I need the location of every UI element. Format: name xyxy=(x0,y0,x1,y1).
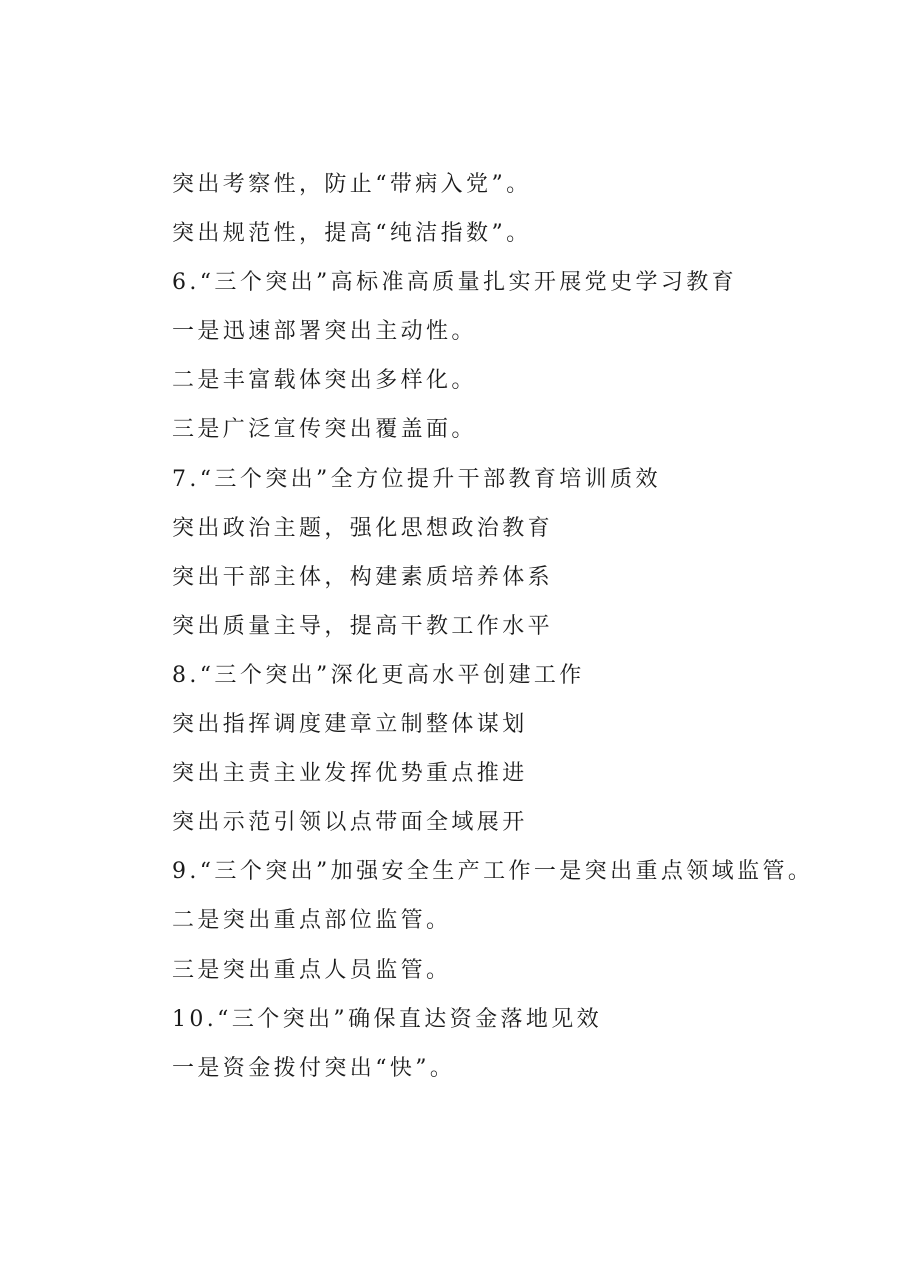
section-heading-6: 6.“三个突出”高标准高质量扎实开展党史学习教育 xyxy=(172,270,738,296)
section-heading-9: 9.“三个突出”加强安全生产工作一是突出重点领域监管。 xyxy=(172,859,814,885)
text-line: 突出示范引领以点带面全域展开 xyxy=(172,810,528,836)
text-line: 二是突出重点部位监管。 xyxy=(172,908,452,934)
text-line: 突出考察性，防止“带病入党”。 xyxy=(172,172,532,197)
section-heading-7: 7.“三个突出”全方位提升干部教育培训质效 xyxy=(172,466,661,492)
text-line: 突出政治主题，强化思想政治教育 xyxy=(172,515,554,541)
section-heading-8: 8.“三个突出”深化更高水平创建工作 xyxy=(172,662,585,688)
text-line: 突出指挥调度建章立制整体谋划 xyxy=(172,712,528,738)
text-line: 突出主责主业发挥优势重点推进 xyxy=(172,761,528,787)
text-line: 突出质量主导，提高干教工作水平 xyxy=(172,613,554,639)
text-line: 三是突出重点人员监管。 xyxy=(172,957,452,983)
text-line: 一是迅速部署突出主动性。 xyxy=(172,319,477,345)
text-line: 突出干部主体，构建素质培养体系 xyxy=(172,564,554,590)
document-body xyxy=(172,167,872,1100)
section-heading-10: 10.“三个突出”确保直达资金落地见效 xyxy=(172,1006,603,1032)
text-line: 突出规范性，提高“纯洁指数”。 xyxy=(172,221,532,247)
text-line: 二是丰富载体突出多样化。 xyxy=(172,368,477,394)
text-line: 一是资金拨付突出“快”。 xyxy=(172,1055,456,1081)
text-line: 三是广泛宣传突出覆盖面。 xyxy=(172,417,477,443)
